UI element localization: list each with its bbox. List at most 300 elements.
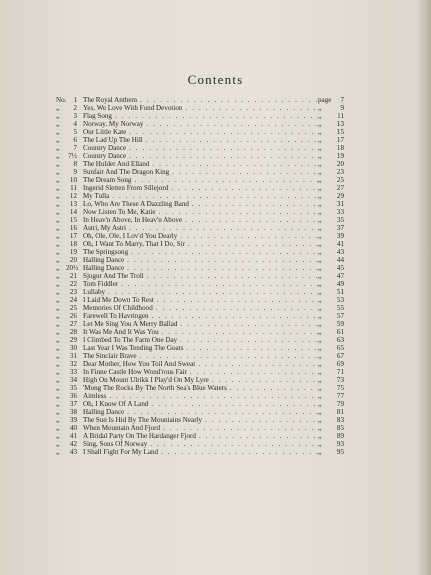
entry-number: 36 [69,392,77,400]
entry-number: 9 [73,168,77,176]
entry-number: 7 [73,144,77,152]
dot-leader [143,136,318,144]
dot-leader [154,296,318,304]
entry-prefix: „ [56,392,60,400]
entry-title: Now Listen To Me, Katie [83,208,156,216]
page-number: 51 [336,288,344,296]
page-number: 13 [336,120,344,128]
entry-title: I Laid Me Down To Rest [83,296,154,304]
toc-entry [56,152,344,160]
entry-title: In Finne Castle How Wond'rous Fair [83,368,188,376]
entry-title: I Climbed To The Farm One Day [83,336,178,344]
entry-prefix: „ [56,296,60,304]
entry-number: 37 [69,400,77,408]
entry-title: Oh, I Know Of A Land [83,400,149,408]
page-number: 41 [336,240,344,248]
toc-entry [56,200,344,208]
page-number: 49 [336,280,344,288]
dot-leader [183,344,318,352]
entry-number: 15 [69,216,77,224]
entry-number: 17 [69,232,77,240]
page-label: „ [318,264,322,272]
page-number: 59 [336,320,344,328]
entry-prefix: „ [56,192,60,200]
entry-number: 2 [73,104,77,112]
dot-leader [177,336,318,344]
dot-leader [159,328,318,336]
entry-prefix: „ [56,176,60,184]
entry-prefix: „ [56,448,60,456]
page-number: 47 [336,272,344,280]
entry-title: The Sinclair Brave [83,352,137,360]
toc-entry [56,424,344,432]
page-number: 89 [336,432,344,440]
toc-entry [56,208,344,216]
toc-entry [56,112,344,120]
page-label: „ [318,160,322,168]
entry-prefix: „ [56,424,60,432]
entry-number: 11 [70,184,77,192]
page-label: „ [318,336,322,344]
entry-prefix: „ [56,104,60,112]
entry-number: 23 [69,288,77,296]
contents-list [56,96,344,456]
entry-number: 14 [69,208,77,216]
dot-leader [227,384,318,392]
page-label: „ [318,152,322,160]
entry-prefix: „ [56,248,60,256]
entry-number: 31 [69,352,77,360]
toc-entry [56,352,344,360]
toc-entry [56,312,344,320]
page-number: 83 [336,416,344,424]
dot-leader [149,312,318,320]
page-number: 55 [336,304,344,312]
dot-leader [126,224,318,232]
toc-entry [56,224,344,232]
toc-entry [56,432,344,440]
page-label: „ [318,368,322,376]
page-label: „ [318,216,322,224]
entry-prefix: „ [56,344,60,352]
dot-leader [202,416,318,424]
entry-prefix: „ [56,416,60,424]
entry-title: Memories Of Childhood [83,304,153,312]
entry-prefix: „ [56,400,60,408]
entry-title: Farewell To Havringen [83,312,149,320]
page-label: „ [318,312,322,320]
entry-number: 16 [69,224,77,232]
dot-leader [147,440,318,448]
toc-entry [56,128,344,136]
dot-leader [137,96,318,104]
entry-number: 19 [69,248,77,256]
page-number: 17 [336,136,344,144]
entry-title: Sing, Sons Of Norway [83,440,148,448]
entry-title: Sjugur And The Troll [83,272,144,280]
entry-prefix: No. [56,96,67,104]
page-title: Contents [187,72,244,87]
entry-number: 29 [69,336,77,344]
dot-leader [182,216,318,224]
page-label: „ [318,208,322,216]
page-label: „ [318,168,322,176]
entry-title: The Dream Song [83,176,132,184]
entry-number: 25 [69,304,77,312]
entry-title: The Sun Is Hid By The Mountains Nearly [83,416,203,424]
entry-prefix: „ [56,352,60,360]
entry-number: 35 [69,384,77,392]
page-number: 35 [336,216,344,224]
entry-number: 32 [69,360,77,368]
page-label: „ [318,344,322,352]
entry-prefix: „ [56,128,60,136]
entry-prefix: „ [56,432,60,440]
entry-number: 43 [69,448,77,456]
page-label: „ [318,384,322,392]
entry-title: Dear Mother, How You Toil And Sweat [83,360,196,368]
page-number: 27 [336,184,344,192]
toc-entry [56,264,344,272]
page-number: 9 [340,104,344,112]
page-number: 23 [336,168,344,176]
page-number: 29 [336,192,344,200]
entry-number: 18 [69,240,77,248]
page-number: 65 [336,344,344,352]
entry-number: 34 [69,376,77,384]
entry-number: 20 [69,256,77,264]
entry-prefix: „ [56,184,60,192]
page-number: 69 [336,360,344,368]
entry-prefix: „ [56,208,60,216]
entry-title: 'Mong The Rocks By The North Sea's Blue Waters [83,384,227,392]
entry-number: 21 [69,272,77,280]
entry-title: Country Dance [83,144,127,152]
page-number: 67 [336,352,344,360]
dot-leader [177,232,318,240]
toc-entry [56,288,344,296]
page-number: 15 [336,128,344,136]
entry-prefix: „ [56,312,60,320]
dot-leader [105,288,318,296]
page-number: 81 [336,408,344,416]
entry-number: 7½ [68,152,77,160]
page-label: „ [318,120,322,128]
entry-number: 40 [69,424,77,432]
entry-prefix: „ [56,216,60,224]
page-number: 85 [336,424,344,432]
toc-entry [56,328,344,336]
page-label: „ [318,176,322,184]
dot-leader [148,400,318,408]
page-label: „ [318,192,322,200]
dot-leader [131,176,318,184]
entry-title: The Royal Anthem [83,96,137,104]
toc-entry [56,376,344,384]
page-number: 63 [336,336,344,344]
page-number: 19 [336,152,344,160]
toc-entry [56,176,344,184]
dot-leader [177,320,318,328]
toc-entry [56,104,344,112]
entry-prefix: „ [56,320,60,328]
entry-prefix: „ [56,288,60,296]
entry-title: Our Little Kate [83,128,127,136]
toc-entry [56,240,344,248]
page-label: „ [318,352,322,360]
entry-title: It Was Me And It Was You [83,328,159,336]
dot-leader [155,208,318,216]
dot-leader [144,272,318,280]
page-label: „ [318,240,322,248]
toc-entry [56,216,344,224]
page-label: „ [318,136,322,144]
page-label: „ [318,424,322,432]
entry-prefix: „ [56,304,60,312]
page-label: „ [318,360,322,368]
toc-entry [56,448,344,456]
toc-entry [56,144,344,152]
page-label: „ [318,392,322,400]
dot-leader [185,240,318,248]
page-number: 73 [336,376,344,384]
entry-prefix: „ [56,160,60,168]
dot-leader [124,408,318,416]
toc-entry [56,408,344,416]
page-label: „ [318,408,322,416]
entry-number: 39 [69,416,77,424]
entry-number: 12 [69,192,77,200]
page-label: „ [318,376,322,384]
entry-title: Tom Fiddler [83,280,119,288]
page-label: „ [318,232,322,240]
entry-title: Last Year I Was Tending The Goats [83,344,184,352]
dot-leader [126,144,318,152]
page-label: „ [318,296,322,304]
dot-leader [126,128,318,136]
toc-entry [56,336,344,344]
entry-number: 10 [69,176,77,184]
page-number: 33 [336,208,344,216]
entry-prefix: „ [56,224,60,232]
page-label: „ [318,328,322,336]
toc-entry [56,416,344,424]
dot-leader [137,352,318,360]
entry-number: 13 [69,200,77,208]
toc-entry [56,400,344,408]
dot-leader [153,304,318,312]
toc-entry [56,256,344,264]
entry-prefix: „ [56,144,60,152]
entry-prefix: „ [56,232,60,240]
page-label: „ [318,272,322,280]
dot-leader [106,392,318,400]
toc-entry [56,320,344,328]
entry-title: Halling Dance [83,264,125,272]
page-number: 79 [336,400,344,408]
entry-prefix: „ [56,256,60,264]
toc-entry [56,440,344,448]
toc-entry [56,304,344,312]
dot-leader [169,168,318,176]
entry-number: 38 [69,408,77,416]
entry-title: Halling Dance [83,408,125,416]
entry-title: The Hulder And Elland [83,160,150,168]
entry-prefix: „ [56,368,60,376]
entry-number: 6 [73,136,77,144]
toc-entry [56,344,344,352]
page-number: 57 [336,312,344,320]
page-number: 7 [340,96,344,104]
entry-title: Astri, My Astri [83,224,127,232]
toc-entry [56,184,344,192]
entry-title: When Mountain And Fjord [83,424,161,432]
entry-number: 28 [69,328,77,336]
page-label: page [318,96,332,104]
page-number: 75 [336,384,344,392]
page-number: 61 [336,328,344,336]
toc-entry [56,136,344,144]
entry-title: My Tulla [83,192,110,200]
toc-entry [56,392,344,400]
entry-prefix: „ [56,384,60,392]
entry-number: 22 [69,280,77,288]
page-label: „ [318,112,322,120]
entry-number: 3 [73,112,77,120]
entry-prefix: „ [56,376,60,384]
entry-number: 30 [69,344,77,352]
dot-leader [126,152,318,160]
entry-number: 5 [73,128,77,136]
page-number: 18 [336,144,344,152]
dot-leader [143,120,318,128]
toc-entry [56,232,344,240]
toc-entry [56,280,344,288]
entry-title: High On Mount Ulrikk I Play'd On My Lyre [83,376,209,384]
dot-leader [128,248,318,256]
entry-prefix: „ [56,336,60,344]
page-label: „ [318,224,322,232]
dot-leader [182,104,318,112]
dot-leader [109,192,318,200]
dot-leader [168,184,318,192]
dot-leader [189,200,318,208]
toc-entry [56,360,344,368]
entry-title: Lo, Who Are These A Dazzling Band [83,200,189,208]
page-number: 25 [336,176,344,184]
dot-leader [124,256,318,264]
toc-entry [56,384,344,392]
toc-entry [56,368,344,376]
page-number: 93 [336,440,344,448]
entry-number: 8 [73,160,77,168]
entry-prefix: „ [56,168,60,176]
entry-title: Ingerid Sletten From Sillejord [83,184,169,192]
entry-prefix: „ [56,240,60,248]
page-label: „ [318,104,322,112]
dot-leader [195,360,318,368]
entry-title: A Bridal Party On The Hardanger Fjord [83,432,196,440]
toc-entry [56,248,344,256]
entry-number: 4 [73,120,77,128]
entry-title: In Heav'n Above, In Heav'n Above [83,216,183,224]
entry-title: Yes, We Love With Fond Devotion [83,104,183,112]
page-label: „ [318,304,322,312]
page-number: 53 [336,296,344,304]
entry-title: Oh, I Want To Marry, That I Do, Sir [83,240,185,248]
entry-prefix: „ [56,280,60,288]
entry-number: 33 [69,368,77,376]
page-label: „ [318,440,322,448]
entry-prefix: „ [56,328,60,336]
entry-prefix: „ [56,360,60,368]
toc-entry [56,96,344,104]
page-label: „ [318,288,322,296]
toc-entry [56,168,344,176]
page-number: 95 [336,448,344,456]
page-label: „ [318,320,322,328]
entry-title: Norway, My Norway [83,120,144,128]
toc-entry [56,272,344,280]
page-number: 43 [336,248,344,256]
entry-prefix: „ [56,440,60,448]
entry-title: Flag Song [83,112,112,120]
dot-leader [196,432,318,440]
entry-title: Sunfair And The Dragon King [83,168,170,176]
page-label: „ [318,200,322,208]
page-label: „ [318,256,322,264]
page-label: „ [318,280,322,288]
toc-entry [56,160,344,168]
entry-title: Oh, Ole, Ole, I Lov'd You Dearly [83,232,178,240]
entry-prefix: „ [56,408,60,416]
dot-leader [149,160,318,168]
page-number: 71 [336,368,344,376]
page-label: „ [318,400,322,408]
entry-number: 27 [69,320,77,328]
page-number: 45 [336,264,344,272]
page-number: 37 [336,224,344,232]
entry-title: Let Me Sing You A Merry Ballad [83,320,178,328]
dot-leader [187,368,318,376]
entry-number: 42 [69,440,77,448]
dot-leader [118,280,318,288]
entry-number: 1 [73,96,77,104]
page-number: 31 [336,200,344,208]
dot-leader [124,264,318,272]
page-number: 11 [337,112,344,120]
entry-title: Aimless [83,392,107,400]
entry-title: The Springsong [83,248,129,256]
dot-leader [158,448,318,456]
dot-leader [209,376,318,384]
entry-title: Halling Dance [83,256,125,264]
entry-prefix: „ [56,200,60,208]
entry-prefix: „ [56,112,60,120]
entry-prefix: „ [56,120,60,128]
toc-entry [56,296,344,304]
page-number: 77 [336,392,344,400]
page-label: „ [318,248,322,256]
entry-title: Lullaby [83,288,106,296]
page-number: 20 [336,160,344,168]
dot-leader [112,112,318,120]
page-label: „ [318,184,322,192]
entry-title: I Shall Fight For My Land [83,448,159,456]
toc-entry [56,192,344,200]
page-label: „ [318,416,322,424]
page-number: 39 [336,232,344,240]
